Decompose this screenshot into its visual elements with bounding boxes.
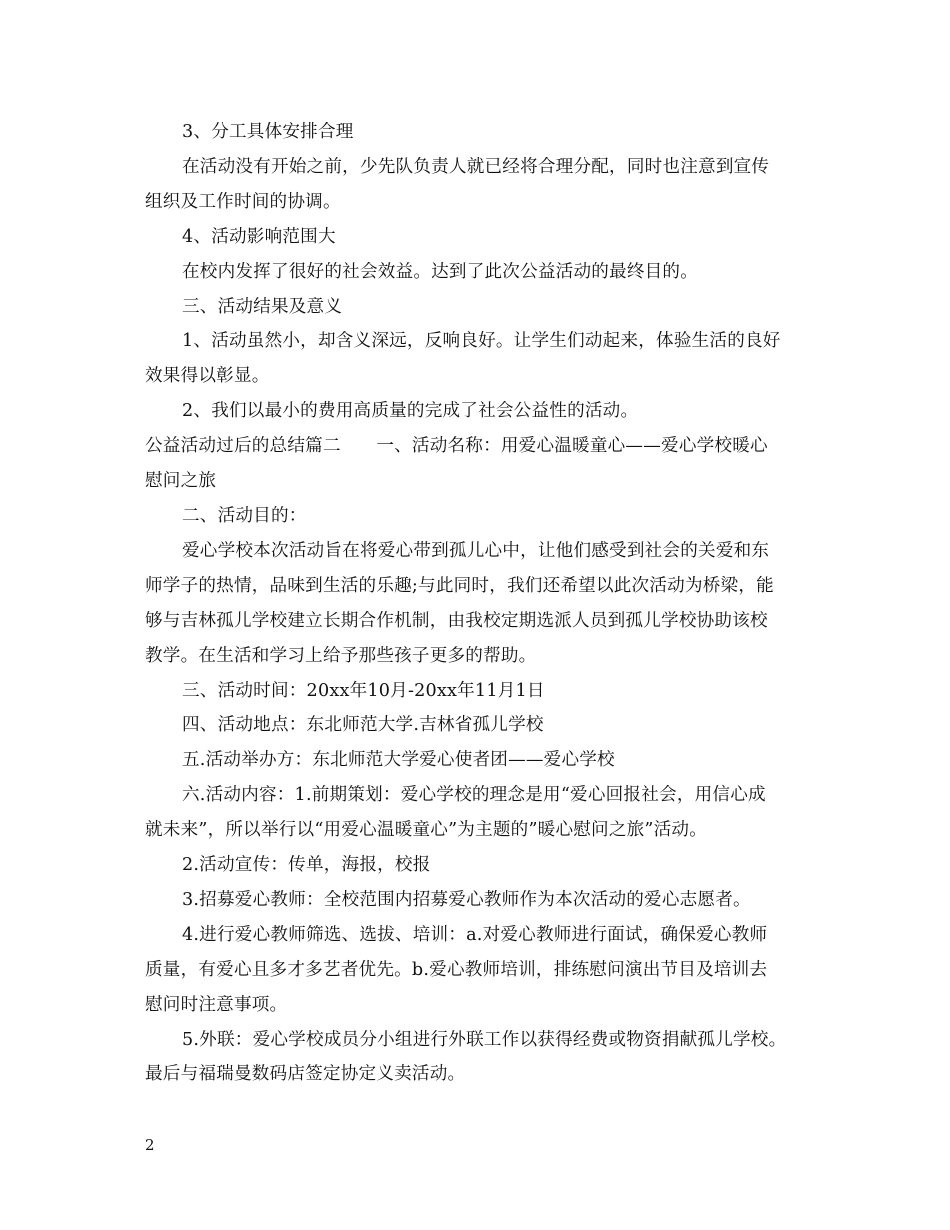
page-number: 2 <box>145 1136 155 1154</box>
paragraph-line: 5.外联：爱心学校成员分小组进行外联工作以获得经费或物资捐献孤儿学校。 <box>182 1029 787 1050</box>
paragraph-line: 慰问之旅 <box>145 471 217 492</box>
paragraph-line: 1、活动虽然小，却含义深远，反响良好。让学生们动起来，体验生活的良好 <box>182 331 781 352</box>
paragraph-line: 3.招募爱心教师：全校范围内招募爱心教师作为本次活动的爱心志愿者。 <box>182 889 751 910</box>
section-heading: 二、活动目的： <box>182 505 307 526</box>
paragraph-line: 组织及工作时间的协调。 <box>145 191 341 212</box>
paragraph-line: 2、我们以最小的费用高质量的完成了社会公益性的活动。 <box>182 401 639 422</box>
paragraph-line: 就未来”，所以举行以“用爱心温暖童心”为主题的”暖心慰问之旅”活动。 <box>145 820 707 841</box>
paragraph-line: 三、活动时间：20xx年10月-20xx年11月1日 <box>182 680 545 701</box>
paragraph-line: 六.活动内容：1.前期策划：爱心学校的理念是用“爱心回报社会，用信心成 <box>182 785 766 806</box>
paragraph-line: 爱心学校本次活动旨在将爱心带到孤儿心中，让他们感受到社会的关爱和东 <box>182 540 770 561</box>
paragraph-line: 在校内发挥了很好的社会效益。达到了此次公益活动的最终目的。 <box>182 261 699 282</box>
paragraph-line: 够与吉林孤儿学校建立长期合作机制，由我校定期选派人员到孤儿学校协助该校 <box>145 610 768 631</box>
paragraph-line: 质量，有爱心且多才多艺者优先。b.爱心教师培训，排练慰问演出节目及培训去 <box>145 959 768 980</box>
paragraph-line: 师学子的热情，品味到生活的乐趣;与此同时，我们还希望以此次活动为桥梁，能 <box>145 575 774 596</box>
paragraph-line: 教学。在生活和学习上给予那些孩子更多的帮助。 <box>145 645 537 666</box>
paragraph-line: 3、分工具体安排合理 <box>182 122 354 142</box>
paragraph-line: 2.活动宣传：传单，海报，校报 <box>182 855 431 876</box>
paragraph-line: 在活动没有开始之前，少先队负责人就已经将合理分配，同时也注意到宣传 <box>182 156 770 177</box>
document-body <box>145 115 810 1092</box>
paragraph-line: 慰问时注意事项。 <box>145 994 288 1015</box>
paragraph-line: 最后与福瑞曼数码店签定协定义卖活动。 <box>145 1064 466 1085</box>
paragraph-line: 效果得以彰显。 <box>145 366 270 387</box>
paragraph-line: 4.进行爱心教师筛选、选拔、培训：a.对爱心教师进行面试，确保爱心教师 <box>182 924 768 945</box>
paragraph-line: 五.活动举办方：东北师范大学爱心使者团——爱心学校 <box>182 750 615 771</box>
article-title-line: 公益活动过后的总结篇二 一、活动名称：用爱心温暖童心——爱心学校暖心 <box>145 436 768 457</box>
paragraph-line: 4、活动影响范围大 <box>182 226 336 247</box>
paragraph-line: 四、活动地点：东北师范大学.吉林省孤儿学校 <box>182 715 544 736</box>
section-heading: 三、活动结果及意义 <box>182 296 343 317</box>
